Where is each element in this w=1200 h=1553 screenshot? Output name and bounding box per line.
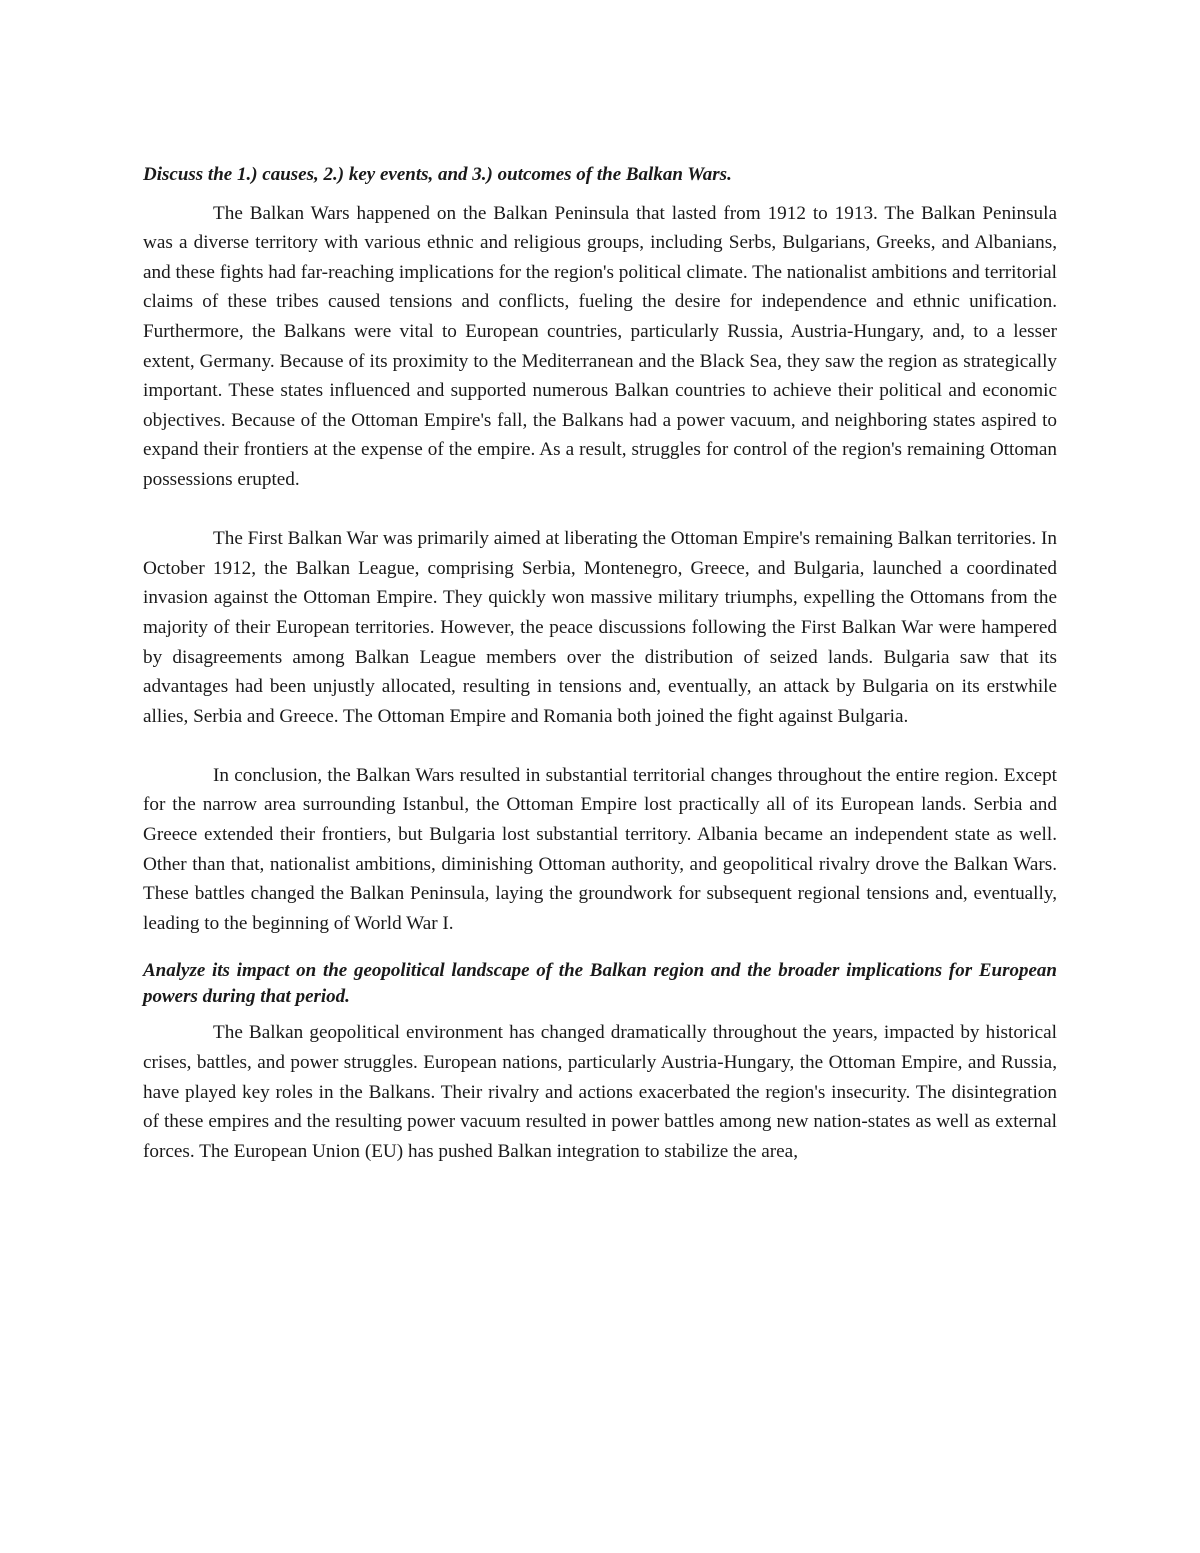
- document-page: [143, 160, 1057, 1166]
- paragraph-spacer: [143, 495, 1057, 525]
- paragraph-spacer: [143, 938, 1057, 958]
- section-2-heading: Analyze its impact on the geopolitical landscape of the Balkan region and the broader implications for European powers during that period.: [143, 960, 1057, 1008]
- paragraph-causes: The Balkan Wars happened on the Balkan Peninsula that lasted from 1912 to 1913. The Balkan Peninsula was a diverse territory with various ethnic and religious groups, including Serbs, Bulgarians, Greeks, and Albanians, and these fights had far-reaching implications for the region's political climate. The nationalist ambitions and territorial claims of these tribes caused tensions and conflicts, fueling the desire for independence and ethnic unification. Furthermore, the Balkans were vital to European countries, particularly Russia, Austria-Hungary, and, to a lesser extent, Germany. Because of its proximity to the Mediterranean and the Black Sea, they saw the region as strategically important. These states influenced and supported numerous Balkan countries to achieve their political and economic objectives. Because of the Ottoman Empire's fall, the Balkans had a power vacuum, and neighboring states aspired to expand their frontiers at the expense of the empire. As a result, struggles for control of the region's remaining Ottoman possessions erupted.: [143, 202, 1057, 490]
- paragraph-spacer: [143, 731, 1057, 761]
- paragraph-key-events: The First Balkan War was primarily aimed at liberating the Ottoman Empire's remaining Balkan territories. In October 1912, the Balkan League, comprising Serbia, Montenegro, Greece, and Bulgaria, launched a coordinated invasion against the Ottoman Empire. They quickly won massive military triumphs, expelling the Ottomans from the majority of their European territories. However, the peace discussions following the First Balkan War were hampered by disagreements among Balkan League members over the distribution of seized lands. Bulgaria saw that its advantages had been unjustly allocated, resulting in tensions and, eventually, an attack by Bulgaria on its erstwhile allies, Serbia and Greece. The Ottoman Empire and Romania both joined the fight against Bulgaria.: [143, 528, 1057, 727]
- paragraph-geopolitical-impact: The Balkan geopolitical environment has changed dramatically throughout the years, impacted by historical crises, battles, and power struggles. European nations, particularly Austria-Hungary, the Ottoman Empire, and Russia, have played key roles in the Balkans. Their rivalry and actions exacerbated the region's insecurity. The disintegration of these empires and the resulting power vacuum resulted in power battles among new nation-states as well as external forces. The European Union (EU) has pushed Balkan integration to stabilize the area,: [143, 1022, 1057, 1162]
- section-1-heading: Discuss the 1.) causes, 2.) key events, and 3.) outcomes of the Balkan Wars.: [143, 164, 732, 185]
- paragraph-outcomes: In conclusion, the Balkan Wars resulted in substantial territorial changes throughout the entire region. Except for the narrow area surrounding Istanbul, the Ottoman Empire lost practically all of its European lands. Serbia and Greece extended their frontiers, but Bulgaria lost substantial territory. Albania became an independent state as well. Other than that, nationalist ambitions, diminishing Ottoman authority, and geopolitical rivalry drove the Balkan Wars. These battles changed the Balkan Peninsula, laying the groundwork for subsequent regional tensions and, eventually, leading to the beginning of World War I.: [143, 764, 1057, 934]
